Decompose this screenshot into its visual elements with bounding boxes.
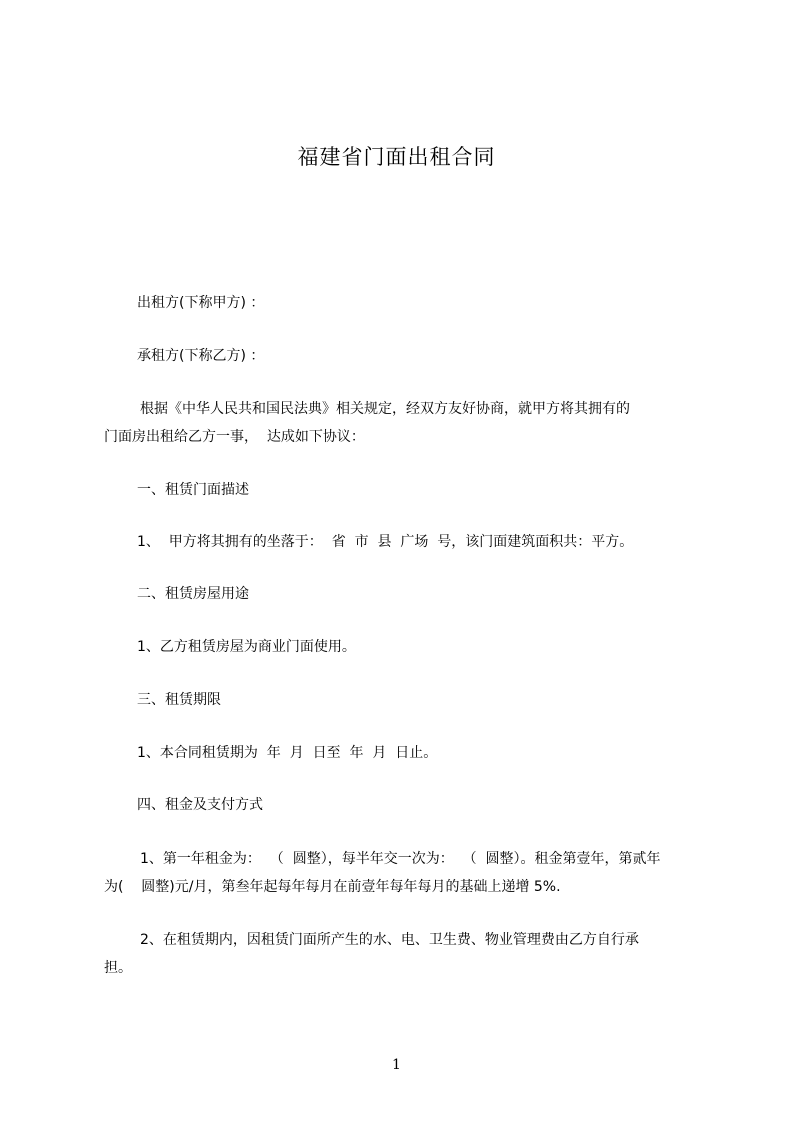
section-4-item-2-line-2: 担。 [104, 960, 132, 976]
section-3-item-1: 1、本合同租赁期为 年 月 日至 年 月 日止。 [137, 745, 438, 761]
section-2-item-1: 1、乙方租赁房屋为商业门面使用。 [137, 639, 356, 655]
section-4-item-1 [104, 845, 694, 901]
section-2-heading: 二、租赁房屋用途 [137, 586, 249, 602]
page-number: 1 [392, 1057, 401, 1073]
preamble-line-2: 门面房出租给乙方一事， 达成如下协议： [104, 429, 365, 445]
section-4-item-1-line-2: 为( 圆整)元/月，第叁年起每年每月在前壹年每年每月的基础上递增 5%. [104, 879, 561, 895]
lessor-line: 出租方(下称甲方) ： [137, 295, 265, 311]
document-title: 福建省门面出租合同 [297, 145, 496, 169]
preamble-line-1: 根据《中华人民共和国民法典》相关规定，经双方友好协商，就甲方将其拥有的 [140, 401, 630, 417]
section-4-item-1-line-1: 1、第一年租金为： （ 圆整），每半年交一次为： （ 圆整）。租金第壹年，第贰年 [140, 851, 661, 867]
preamble-paragraph [104, 395, 694, 451]
section-1-item-1: 1、 甲方将其拥有的坐落于： 省 市 县 广场 号，该门面建筑面积共：平方。 [137, 534, 634, 550]
section-1-heading: 一、租赁门面描述 [137, 482, 249, 498]
lessee-line: 承租方(下称乙方) ： [137, 348, 265, 364]
section-4-item-2 [104, 926, 694, 982]
section-4-heading: 四、租金及支付方式 [137, 797, 263, 813]
section-3-heading: 三、租赁期限 [137, 692, 221, 708]
section-4-item-2-line-1: 2、在租赁期内，因租赁门面所产生的水、电、卫生费、物业管理费由乙方自行承 [140, 932, 639, 948]
